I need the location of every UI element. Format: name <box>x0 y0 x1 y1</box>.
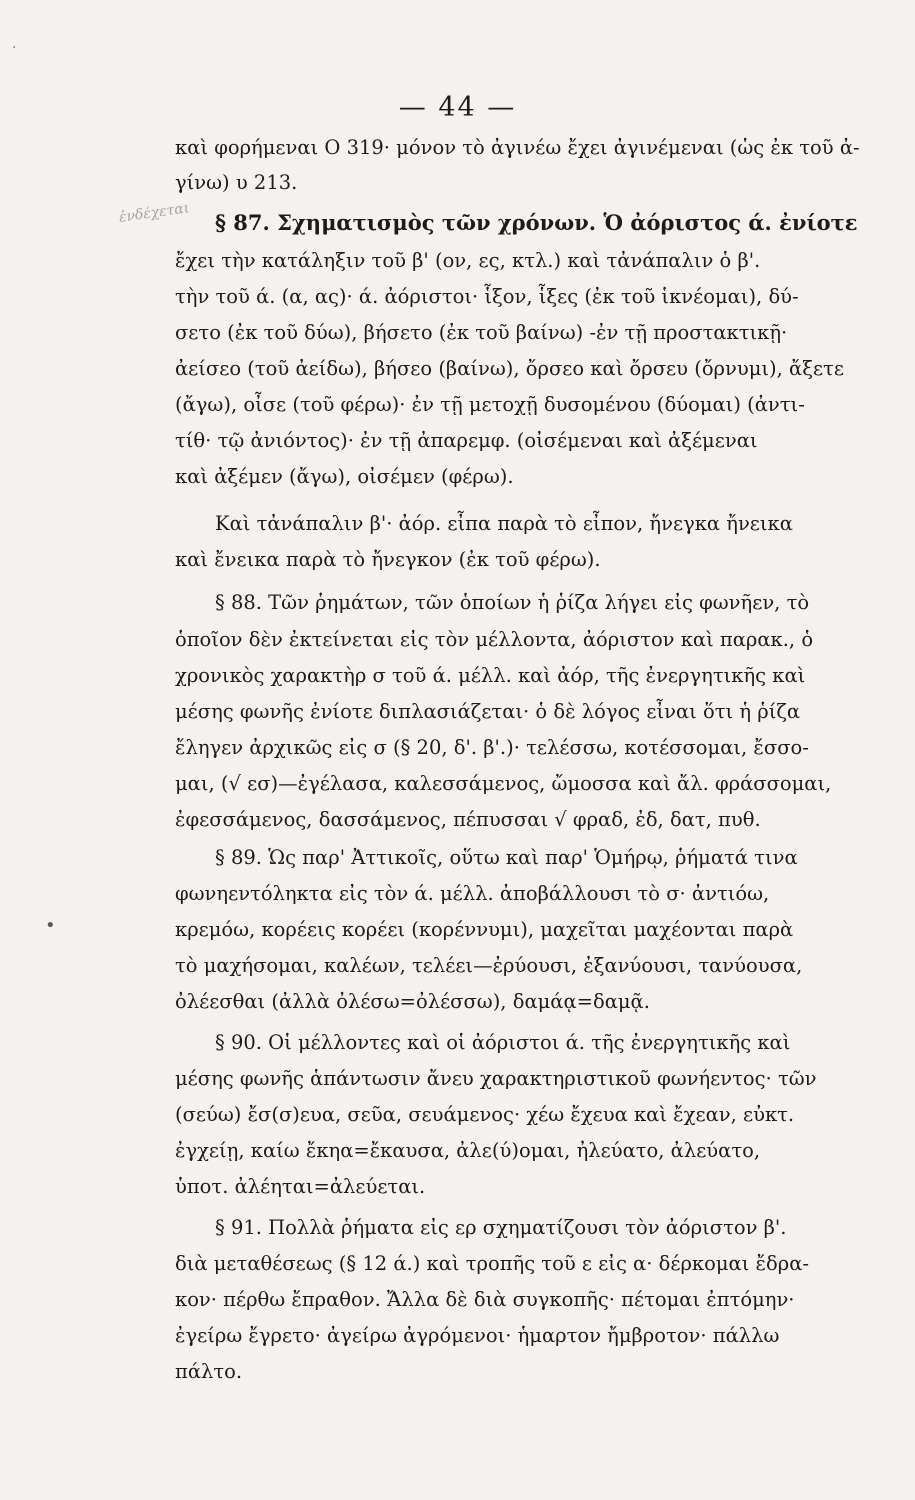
text-line: φωνηεντόληκτα εἰς τὸν ά. μέλλ. ἀποβάλλουσι τὸ σ· ἀντιόω, <box>175 882 770 905</box>
text-line: γίνω) υ 213. <box>175 171 298 194</box>
margin-handwritten-note: ἐνδέχεται <box>118 200 191 226</box>
text-line: ἔχει τὴν κατάληξιν τοῦ β' (ον, ες, κτλ.) καὶ τἀνάπαλιν ὁ β'. <box>175 249 761 272</box>
section-87-heading: § 87. Σχηματισμὸς τῶν χρόνων. Ὁ ἀόριστος ά. ἐνίοτε <box>215 210 858 235</box>
text-line: κρεμόω, κορέεις κορέει (κορέννυμι), μαχεῖται μαχέονται παρὰ <box>175 918 794 941</box>
text-line: (ἄγω), οἶσε (τοῦ φέρω)· ἐν τῇ μετοχῇ δυσομένου (δύομαι) (ἀντι- <box>175 393 805 416</box>
section-91-line: § 91. Πολλὰ ῥήματα εἰς ερ σχηματίζουσι τὸν ἀόριστον β'. <box>215 1216 787 1239</box>
text-line: καὶ ἀξέμεν (ἄγω), οἰσέμεν (φέρω). <box>175 465 514 488</box>
text-line: τίθ· τῷ ἀνιόντος)· ἐν τῇ ἀπαρεμφ. (οἰσέμεναι καὶ ἀξέμεναι <box>175 429 758 452</box>
text-line: τὸ μαχήσομαι, καλέων, τελέει—ἐρύουσι, ἐξανύουσι, τανύουσα, <box>175 954 803 977</box>
text-line: ὑποτ. ἀλέηται=ἀλεύεται. <box>175 1175 426 1198</box>
text-line: καὶ φορήμεναι Ο 319· μόνον τὸ ἀγινέω ἔχει ἀγινέμεναι (ὡς ἐκ τοῦ ἀ- <box>175 136 860 159</box>
text-line: Καὶ τἀνάπαλιν β'· ἀόρ. εἶπα παρὰ τὸ εἶπον, ἤνεγκα ἤνεικα <box>215 512 793 535</box>
text-line: χρονικὸς χαρακτὴρ σ τοῦ ά. μέλλ. καὶ ἀόρ, τῆς ἐνεργητικῆς καὶ <box>175 664 806 687</box>
text-line: μέσης φωνῆς ἁπάντωσιν ἄνευ χαρακτηριστικοῦ φωνήεντος· τῶν <box>175 1067 817 1090</box>
text-line: ἐφεσσάμενος, δασσάμενος, πέπυσσαι √ φραδ, ἐδ, δατ, πυθ. <box>175 808 761 831</box>
text-line: ἐγείρω ἔγρετο· ἀγείρω ἀγρόμενοι· ἡμαρτον ἤμβροτον· πάλλω <box>175 1324 780 1347</box>
section-90-line: § 90. Οἱ μέλλοντες καὶ οἱ ἀόριστοι ά. τῆς ἐνεργητικῆς καὶ <box>215 1031 791 1054</box>
text-line: ὀλέεσθαι (ἀλλὰ ὀλέσω=ὀλέσσω), δαμάᾳ=δαμᾷ. <box>175 990 650 1013</box>
text-line: διὰ μεταθέσεως (§ 12 ά.) καὶ τροπῆς τοῦ ε εἰς α· δέρκομαι ἔδρα- <box>175 1252 809 1275</box>
text-line: (σεύω) ἔσ(σ)ευα, σεῦα, σευάμενος· χέω ἔχευα καὶ ἔχεαν, εὐκτ. <box>175 1103 795 1126</box>
margin-speck: · <box>12 40 17 56</box>
text-line: ἀείσεο (τοῦ ἀείδω), βήσεο (βαίνω), ὄρσεο καὶ ὄρσευ (ὄρνυμι), ἄξετε <box>175 357 844 380</box>
text-line: μαι, (√ εσ)—ἐγέλασα, καλεσσάμενος, ὤμοσσα καὶ ἄλ. φράσσομαι, <box>175 772 832 795</box>
margin-speck: • <box>45 915 56 936</box>
text-line: ἔληγεν ἀρχικῶς εἰς σ (§ 20, δ'. β'.)· τελέσσω, κοτέσσομαι, ἔσσο- <box>175 736 809 759</box>
section-88-line: § 88. Τῶν ῥημάτων, τῶν ὁποίων ἡ ῥίζα λήγει εἰς φωνῆεν, τὸ <box>215 591 810 614</box>
text-line: ἐγχείῃ, καίω ἔκηα=ἔκαυσα, ἀλε(ύ)ομαι, ἠλεύατο, ἀλεύατο, <box>175 1139 761 1162</box>
text-line: τὴν τοῦ ά. (α, ας)· ά. ἀόριστοι· ἷξον, ἷξες (ἐκ τοῦ ἱκνέομαι), δύ- <box>175 285 799 308</box>
text-line: σετο (ἐκ τοῦ δύω), βήσετο (ἐκ τοῦ βαίνω) -ἐν τῇ προστακτικῇ· <box>175 321 788 344</box>
page-number: — 44 — <box>398 92 517 123</box>
text-line: κον· πέρθω ἔπραθον. Ἄλλα δὲ διὰ συγκοπῆς· πέτομαι ἐπτόμην· <box>175 1288 795 1311</box>
text-line: πάλτο. <box>175 1360 243 1383</box>
text-line: καὶ ἔνεικα παρὰ τὸ ἤνεγκον (ἐκ τοῦ φέρω). <box>175 548 601 571</box>
text-line: μέσης φωνῆς ἐνίοτε διπλασιάζεται· ὁ δὲ λόγος εἶναι ὅτι ἡ ῥίζα <box>175 700 801 723</box>
section-89-line: § 89. Ὡς παρ' Ἀττικοῖς, οὕτω καὶ παρ' Ὁμήρῳ, ῥήματά τινα <box>215 846 798 869</box>
text-line: ὁποῖον δὲν ἐκτείνεται εἰς τὸν μέλλοντα, ἀόριστον καὶ παρακ., ὁ <box>175 628 814 651</box>
